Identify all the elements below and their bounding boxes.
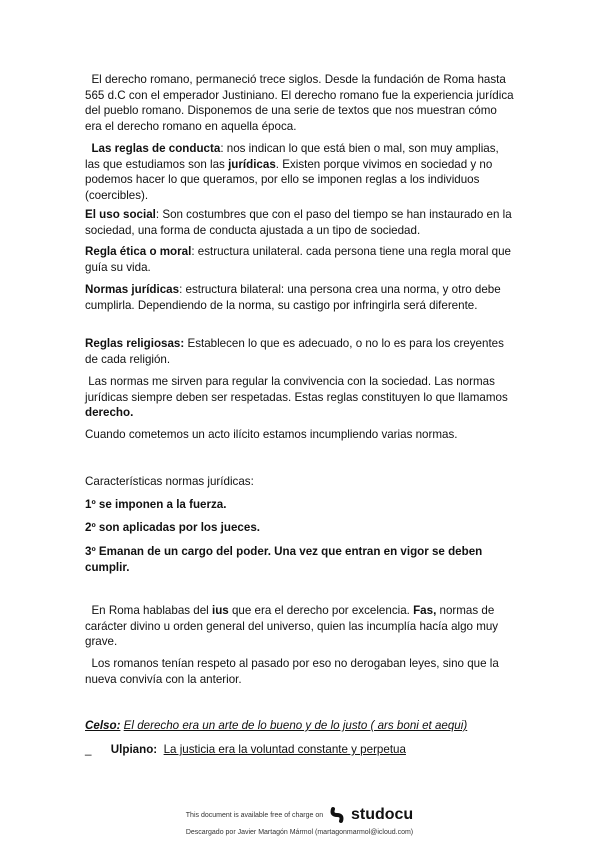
ulpiano-quote: La justicia era la voluntad constante y perpetua [163,743,406,756]
normas-juridicas-text: : estructura bilateral: una persona crea una norma, y otro debe cumplirla. Dependiendo de la norma, su castigo por infringirla será diferente. [85,283,501,312]
studocu-brand: studocu [350,806,414,823]
ius-term: ius [211,604,229,617]
reglas-conducta-text-a: : nos indican lo que está bien o mal, son muy amplias, las que estudiamos son las [85,142,499,171]
studocu-banner [0,806,599,824]
romanos-text: Los romanos tenían respeto al pasado por eso no derogaban leyes, sino que la nueva convivía con la anterior. [85,657,499,686]
juridicas-term: jurídicas [228,157,276,171]
uso-social-term: El uso social [85,208,156,221]
available-text: This document is available free of charge on [185,811,324,819]
normas-juridicas-paragraph [85,282,515,313]
intro-paragraph [85,72,515,134]
reglas-conducta-text-b: . Existen porque vivimos en sociedad y no podemos hacer lo que queramos, por ello se imponen reglas a los individuos (coercibles). [85,157,493,202]
ulpiano-name: Ulpiano: [110,743,158,756]
fas-term: Fas, [413,604,437,617]
downloaded-by: Descargado por Javier Martagón Mármol (martagonmarmol@icloud.com) [185,829,414,836]
uso-social-text: : Son costumbres que con el paso del tiempo se han instaurado en la sociedad, una forma de conducta ajustada a un tipo de sociedad. [85,208,512,237]
derecho-term: derecho. [85,406,134,419]
normas-sirven-text: Las normas me sirven para regular la convivencia con la sociedad. Las normas jurídicas siempre deben ser respetadas. Estas reglas constituyen lo que llamamos [85,375,508,404]
ulpiano-line [85,742,515,758]
normas-sirven-paragraph [85,374,515,421]
caracteristicas-title: Características normas jurídicas: [85,475,254,488]
roma-text-c: normas de carácter divino u orden general del universo, quien las incumplía hacía algo muy grave. [85,604,499,648]
reglas-religiosas-term: Reglas religiosas: [85,337,185,350]
ulpiano-bullet: _ [85,743,92,756]
reglas-religiosas-paragraph [85,336,515,367]
intro-text: El derecho romano, permaneció trece siglos. Desde la fundación de Roma hasta 565 d.C con el emperador Justiniano. El derecho romano fue la experiencia jurídica del pueblo romano. Disponemos de una serie de textos que nos muestran cómo era el derecho romano en aquella época. [85,73,514,133]
uso-social-paragraph [85,207,515,238]
celso-quote: El derecho era un arte de lo bueno y de lo justo ( ars boni et aequi) [123,719,468,732]
caracteristica-2: 2º son aplicadas por los jueces. [85,521,260,534]
romanos-paragraph [85,656,515,687]
reglas-conducta-term: Las reglas de conducta [91,142,221,155]
reglas-religiosas-text: Establecen lo que es adecuado, o no lo es para los creyentes de cada religión. [85,337,504,366]
regla-etica-paragraph [85,244,515,275]
regla-etica-text: : estructura unilateral. cada persona tiene una regla moral que guía su vida. [85,245,511,274]
roma-text-b: que era el derecho por excelencia. [228,604,414,617]
normas-juridicas-term: Normas jurídicas [85,283,180,296]
roma-text-a: En Roma hablabas del [91,604,212,617]
regla-etica-term: Regla ética o moral [85,245,192,258]
caracteristica-1: 1º se imponen a la fuerza. [85,498,227,511]
reglas-conducta-paragraph [85,141,515,203]
studocu-logo[interactable] [329,806,413,824]
ilicito-paragraph: Cuando cometemos un acto ilícito estamos incumpliendo varias normas. [85,428,458,441]
roma-paragraph [85,603,515,650]
studocu-logo-icon [329,806,347,824]
caracteristica-3: 3º Emanan de un cargo del poder. Una vez que entran en vigor se deben cumplir. [85,545,483,574]
celso-name: Celso: [85,719,121,732]
celso-line [85,718,515,734]
